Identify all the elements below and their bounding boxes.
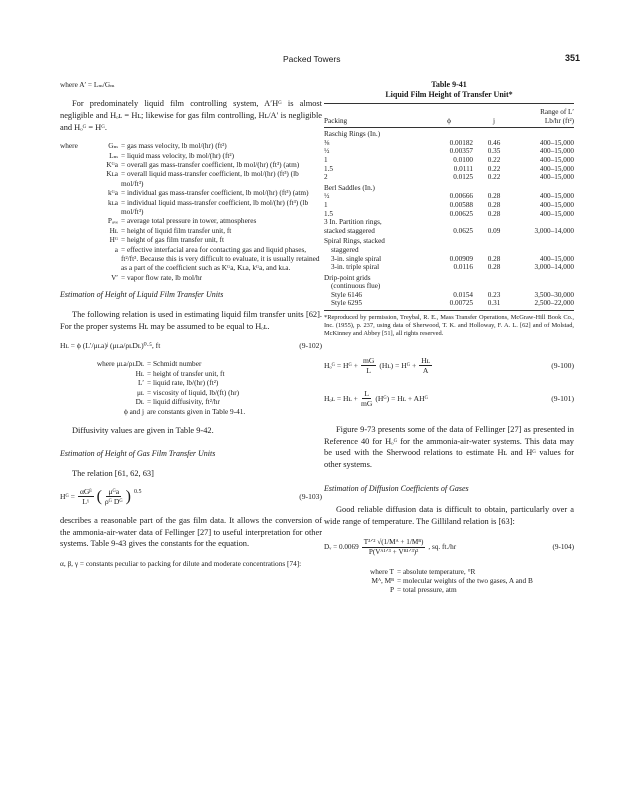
definition-symbol: Hʟ	[109, 225, 118, 235]
definition-row	[60, 160, 322, 169]
equation-9-102-body: Hʟ = ϕ (L′/μʟa)ʲ (μʟa/ρʟDʟ)⁰·⁵, ft	[60, 341, 161, 351]
cell-phi: 0.0625	[453, 226, 473, 235]
definition-text: = individual gas mass-transfer coefficient, lb mol/(hr) (ft³) (atm)	[121, 188, 309, 198]
cell-packing: Berl Saddles (In.)	[324, 183, 375, 192]
eq104-numerator: T³ᐟ² √(1/Mᴬ + 1/Mᴮ)	[363, 537, 424, 546]
table-row	[324, 299, 574, 308]
table-row	[324, 165, 574, 174]
gilliland-definitions	[324, 567, 574, 595]
cell-j: 0.22	[487, 164, 501, 173]
definition-symbol: a	[114, 244, 118, 254]
equation-9-104	[324, 538, 574, 557]
cell-range: 3,000–14,000	[534, 263, 574, 272]
definition-text: = average total pressure in tower, atmospheres	[121, 216, 257, 226]
definition-symbol: kᴳa	[107, 188, 118, 198]
cell-range: 400–15,000	[539, 138, 574, 147]
definitions-list	[60, 141, 322, 282]
cell-range: 3,000–14,000	[534, 226, 574, 235]
cell-range: 400–15,000	[539, 209, 574, 218]
table-row	[324, 201, 574, 210]
col-header-range-line1: Range of L′	[540, 108, 574, 116]
definition-symbol: L′	[137, 378, 144, 388]
eq104-lhs: Dᵥ = 0.0069	[324, 543, 359, 552]
table-row	[324, 139, 574, 148]
definition-text: = height of transfer unit, ft	[147, 368, 225, 378]
eq103-lhs: Hᴳ =	[60, 491, 75, 501]
cell-packing: 1	[324, 200, 328, 209]
gilliland-paragraph: Good reliable diffusion data is difficult to obtain, particularly over a wide range of temperature. The Gilliland relation is [63]:	[324, 505, 574, 527]
table-row	[324, 227, 574, 236]
table-row	[324, 246, 574, 255]
equation-9-100	[324, 356, 574, 375]
definition-symbol: V′	[111, 272, 118, 282]
table-row	[324, 192, 574, 201]
table-row	[324, 128, 574, 139]
cell-range: 400–15,000	[539, 155, 574, 164]
equation-9-102-label: (9-102)	[299, 341, 322, 351]
cell-j: 0.28	[487, 254, 501, 263]
cell-range: 400–15,000	[539, 192, 574, 201]
eq101-fraction-den: mG	[360, 399, 373, 409]
fellinger-paragraph: Figure 9-73 presents some of the data of Fellinger [27] as presented in Reference 40 for Hₒᴳ for the ammonia-air-water systems. This data may be used with the Sherwood relations to estimate Hʟ and Hᴳ values for other systems.	[324, 425, 574, 469]
definition-text: = height of gas film transfer unit, ft	[121, 235, 225, 245]
cell-phi: 0.00725	[449, 299, 473, 308]
definition-text: = effective interfacial area for contacting gas and liquid phases, ft²/ft³. Because this is very difficult to evaluate, it is usually retained as a part of the coefficient such as Kᴳa, Kʟa, kᴳa, and kʟa.	[121, 244, 320, 273]
definition-row	[324, 585, 574, 594]
col-header-range	[509, 108, 574, 125]
definition-row	[324, 576, 574, 585]
col-header-phi: ϕ	[447, 116, 451, 125]
table-row	[324, 147, 574, 156]
eq100-part-b: (Hʟ) = Hᴳ +	[379, 360, 417, 370]
definition-symbol: ϕ and j	[123, 406, 144, 416]
definition-text: = individual liquid mass-transfer coefficient, lb mol/(hr) (ft³) (lb mol/ft³)	[121, 197, 309, 217]
cell-j: 0.28	[487, 192, 501, 201]
definition-symbol: where T	[370, 566, 394, 576]
schmidt-definitions	[60, 359, 322, 415]
definition-row	[60, 378, 322, 387]
table-row	[324, 218, 574, 227]
cell-phi: 0.0116	[453, 263, 473, 272]
cell-packing: ½	[324, 147, 330, 156]
definition-text: = viscosity of liquid, lb/(ft) (hr)	[147, 387, 240, 397]
definition-text: = overall gas mass-transfer coefficient, lb mol/(hr) (ft³) (atm)	[121, 160, 300, 169]
cell-packing: (continuous flue)	[331, 282, 381, 291]
eq103-inner-denominator: ρᴳ Dᴳ	[104, 497, 123, 507]
definition-row	[60, 141, 322, 150]
cell-j: 0.22	[487, 173, 501, 182]
definition-text: = molecular weights of the two gases, A and B	[397, 576, 533, 586]
table-row	[324, 173, 574, 182]
definition-symbol: where μʟa/ρʟDʟ	[96, 359, 144, 369]
table-9-41	[324, 103, 574, 308]
table-row	[324, 255, 574, 264]
where-a-prime: where A′ = Lₘ/Gₘ	[60, 80, 115, 89]
cell-j: 0.28	[487, 200, 501, 209]
col-header-packing: Packing	[324, 116, 348, 125]
table-row	[324, 210, 574, 219]
definition-symbol: Gₘ	[108, 141, 118, 151]
definition-symbol: Pₐᵥₑ	[107, 216, 118, 226]
definition-symbol: kʟa	[107, 197, 118, 207]
cell-phi: 0.00182	[449, 138, 473, 147]
eq101-part-a: Hₒʟ = Hʟ +	[324, 393, 358, 403]
cell-packing: staggered	[331, 245, 359, 254]
cell-j: 0.09	[487, 226, 501, 235]
cell-phi: 0.0111	[453, 164, 473, 173]
cell-packing: Raschig Rings (In.)	[324, 130, 381, 139]
cell-range: 400–15,000	[539, 164, 574, 173]
table-row	[324, 182, 574, 193]
liquid-film-paragraph: For predominately liquid film controlling system, A′Hᴳ is almost negligible and Hₒʟ = Hʟ; likewise for gas film controlling, Hʟ/A′ is negligible and Hₒᴳ = Hᴳ.	[60, 99, 322, 132]
definition-text: = liquid diffusivity, ft²/hr	[147, 397, 220, 407]
cell-phi: 0.0100	[453, 155, 473, 164]
eq103-inner-numerator: μᴳa	[108, 487, 120, 497]
table-row	[324, 282, 574, 291]
equation-9-103: Hᴳ = $\frac{\text{αGᵝ}}{\text{Lᵞ}}$ ( $\frac{\text{μᴳa}}{\text{ρᴳ Dᴳ}}$ ) $^{0.5}$ (9-103)	[60, 487, 322, 507]
section-heading-liquid-film: Estimation of Height of Liquid Film Transfer Units	[60, 290, 224, 300]
definition-symbol: Hʟ	[135, 368, 144, 378]
cell-packing: stacked staggered	[324, 226, 375, 235]
definition-symbol: μʟ	[136, 387, 144, 397]
definition-row	[60, 369, 322, 378]
definition-row	[60, 226, 322, 235]
gas-film-paragraph: describes a reasonable part of the gas film data. It allows the conversion of the ammonia-air-water data of Fellinger [27] to useful interpretation for other systems. Table 9-43 gives the constants for the equation.	[60, 516, 322, 549]
definition-text: = absolute temperature, °R	[397, 566, 476, 576]
definition-text: = liquid rate, lb/(hr) (ft²)	[147, 378, 219, 388]
page-number: 351	[565, 53, 581, 63]
table-footnote: *Reproduced by permission, Treybal, R. E., Mass Transfer Operations, McGraw-Hill Book Co., Inc. (1955), p. 237, using data of Sherwood, T. K. and Holloway, F. A. L. [62] and of Molstad, McKinney and Abbey [51], all rights reserved.	[324, 314, 574, 338]
cell-range: 400–15,000	[539, 147, 574, 156]
cell-phi: 0.00666	[449, 192, 473, 201]
definition-row	[60, 359, 322, 368]
cell-j: 0.35	[487, 147, 501, 156]
eq101-part-b: (Hᴳ) = Hʟ + AHᴳ	[375, 393, 428, 403]
cell-packing: Drip-point grids	[324, 273, 371, 282]
cell-j: 0.28	[487, 209, 501, 218]
eq104-denominator: P(Vᴬ¹ᐟ³ + Vᴮ¹ᐟ³)²	[368, 547, 419, 556]
cell-j: 0.31	[487, 299, 501, 308]
eq100-fraction-den: L	[366, 366, 372, 376]
cell-phi: 0.00588	[449, 200, 473, 209]
cell-packing: 3-in. triple spiral	[331, 263, 380, 272]
cell-phi: 0.0125	[453, 173, 473, 182]
cell-packing: ⅜	[324, 138, 330, 147]
equation-9-100-label: (9-100)	[551, 360, 574, 370]
equation-9-103-label: (9-103)	[299, 491, 322, 501]
cell-packing: Style 6146	[331, 290, 362, 299]
definition-symbol: Mᴬ, Mᴮ	[371, 576, 394, 586]
table-row	[324, 272, 574, 283]
definition-row	[60, 235, 322, 244]
right-column	[324, 80, 574, 595]
eq100-fraction-num: mG	[363, 356, 375, 366]
cell-range: 400–15,000	[539, 173, 574, 182]
definition-text: are constants given in Table 9-41.	[147, 406, 246, 416]
cell-j: 0.22	[487, 155, 501, 164]
cell-j: 0.23	[487, 290, 501, 299]
definition-row	[60, 198, 322, 217]
section-heading-gas-film: Estimation of Height of Gas Film Transfer Units	[60, 448, 216, 458]
eq103-exponent: 0.5	[133, 489, 142, 496]
gas-film-intro: The relation [61, 62, 63]	[72, 468, 154, 478]
equation-9-101	[324, 389, 574, 408]
col-header-j: j	[493, 116, 495, 125]
cell-phi: 0.00357	[449, 147, 473, 156]
table-row	[324, 156, 574, 165]
definition-row	[60, 169, 322, 188]
cell-range: 2,500–22,000	[534, 299, 574, 308]
definition-row	[60, 273, 322, 282]
table-caption-title: Liquid Film Height of Transfer Unit*	[385, 90, 513, 99]
definition-symbol: Kᴳa	[106, 160, 118, 169]
cell-j: 0.46	[487, 138, 501, 147]
cell-packing: 1.5	[324, 209, 333, 218]
definition-row	[60, 407, 322, 416]
eq103-denominator: Lᵞ	[82, 497, 90, 507]
definition-text: = height of liquid film transfer unit, ft	[121, 225, 232, 235]
cell-packing: 1	[324, 155, 328, 164]
eq101-fraction-num: L	[364, 389, 369, 399]
equation-9-101-label: (9-101)	[551, 393, 574, 403]
definition-symbol: Kʟa	[106, 169, 118, 179]
diffusivity-note: Diffusivity values are given in Table 9-42.	[72, 425, 214, 435]
eq103-inner-fraction	[105, 487, 123, 506]
table-header-row	[324, 108, 574, 125]
table-caption-number: Table 9-41	[431, 80, 467, 89]
definition-text: = gas mass velocity, lb mol/(hr) (ft²)	[121, 141, 227, 151]
definition-text: = overall liquid mass-transfer coefficient, lb mol/(hr) (ft³) (lb mol/ft³)	[121, 169, 299, 188]
cell-range: 3,500–30,000	[534, 290, 574, 299]
cell-packing: Style 6295	[331, 299, 362, 308]
eq103-fraction	[78, 487, 94, 506]
cell-phi: 0.0154	[453, 290, 473, 299]
definition-symbol: Lₘ	[109, 150, 118, 160]
definition-text: = liquid mass velocity, lb mol/(hr) (ft²)	[121, 150, 235, 160]
cell-j: 0.28	[487, 263, 501, 272]
col-header-range-line2: Lb/hr (ft²)	[544, 116, 574, 125]
running-head: Packed Towers	[283, 54, 341, 64]
definition-row	[60, 397, 322, 406]
cell-phi: 0.00625	[449, 209, 473, 218]
definition-text: = vapor flow rate, lb mol/hr	[121, 272, 203, 282]
cell-packing: Spiral Rings, stacked	[324, 237, 385, 246]
definition-symbol: P	[389, 585, 394, 595]
table-row	[324, 291, 574, 300]
table-row	[324, 235, 574, 246]
eq100-fraction2-num: Hʟ	[421, 356, 430, 366]
section-heading-diffusion: Estimation of Diffusion Coefficients of Gases	[324, 484, 469, 494]
where-label: where	[60, 141, 78, 151]
definition-row	[60, 245, 322, 273]
definition-row	[60, 216, 322, 225]
cell-packing: 3 In. Partition rings,	[324, 218, 382, 227]
cell-packing: ½	[324, 192, 330, 201]
definition-row	[60, 151, 322, 160]
eq100-fraction2-den: A	[422, 366, 429, 376]
definition-text: = total pressure, atm	[397, 585, 457, 595]
definition-symbol: Hᴳ	[109, 235, 118, 245]
definition-row	[60, 188, 322, 197]
definition-symbol: Dʟ	[135, 397, 144, 407]
liquid-film-relation-paragraph: The following relation is used in estimating liquid film transfer units [62]. For the proper systems Hʟ may be assumed to be equal to Hₒʟ.	[60, 310, 322, 331]
definition-text: = Schmidt number	[147, 359, 202, 369]
definition-row	[60, 388, 322, 397]
eq100-part-a: Hₒᴳ = Hᴳ +	[324, 360, 358, 370]
cell-packing: 3-in. single spiral	[331, 254, 382, 263]
eq104-unit: , sq. ft./hr	[428, 543, 457, 552]
cell-packing: 1.5	[324, 164, 333, 173]
cell-range: 400–15,000	[539, 200, 574, 209]
cell-packing: 2	[324, 173, 328, 182]
cell-phi: 0.00909	[449, 254, 473, 263]
cell-range: 400–15,000	[539, 254, 574, 263]
definition-row	[324, 567, 574, 576]
table-row	[324, 263, 574, 272]
constants-definition: α, β, γ = constants peculiar to packing for dilute and moderate concentrations [74]:	[60, 558, 302, 568]
left-column	[60, 80, 322, 568]
equation-9-104-label: (9-104)	[552, 543, 574, 552]
equation-9-102	[60, 341, 322, 351]
eq103-numerator: αGᵝ	[79, 487, 92, 497]
